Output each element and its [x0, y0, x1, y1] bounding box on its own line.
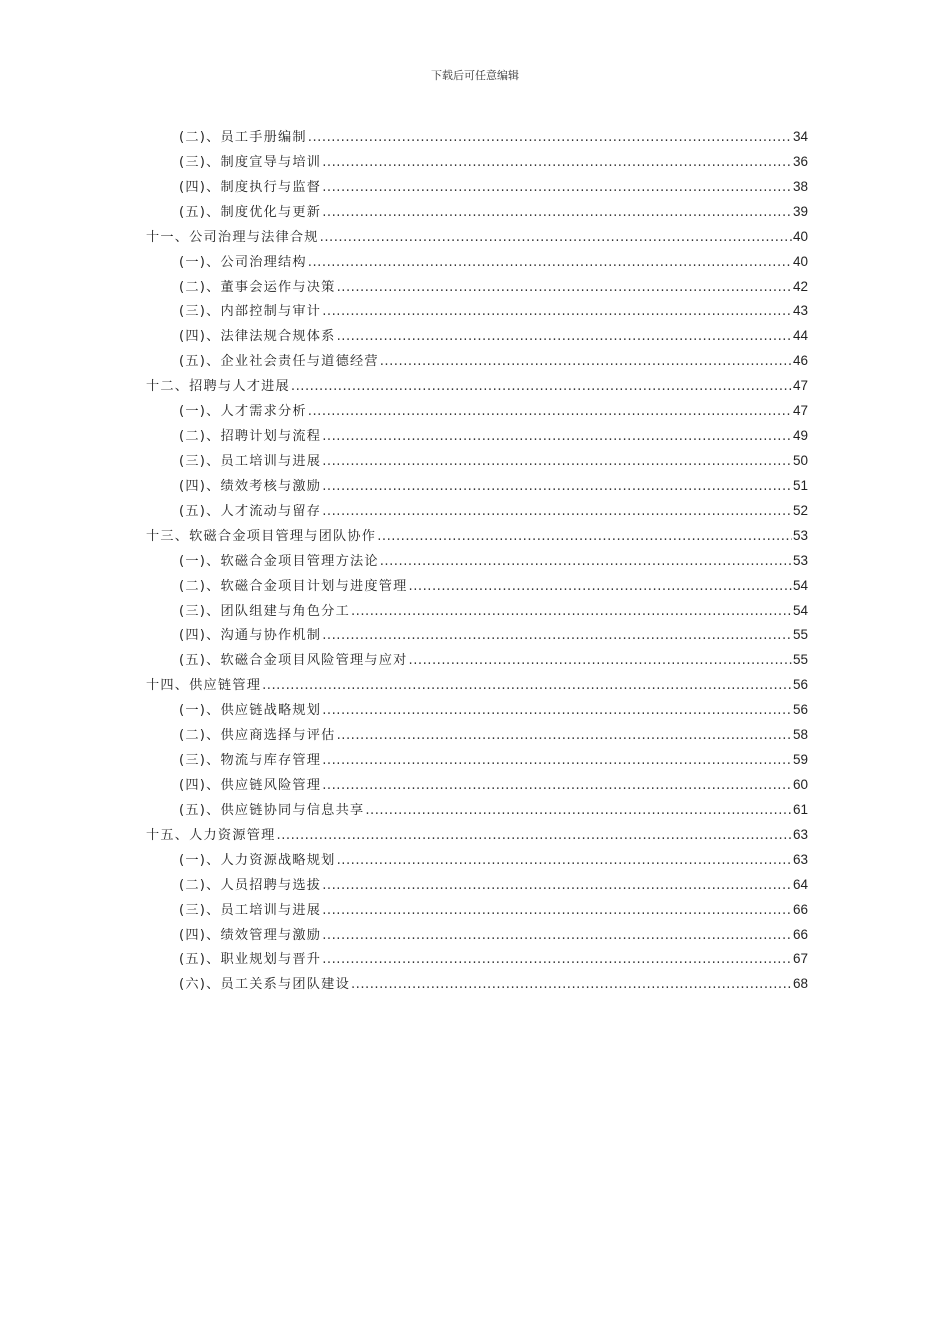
page-header: 下载后可任意编辑	[431, 69, 519, 82]
toc-dot-leader	[308, 126, 792, 151]
toc-page-number: 51	[792, 477, 808, 493]
toc-page-number: 53	[792, 527, 808, 543]
toc-section-entry[interactable]	[146, 972, 808, 997]
toc-page-number: 49	[792, 428, 808, 444]
toc-chapter-entry[interactable]	[146, 374, 808, 399]
toc-entry-label: 十二、招聘与人才进展	[146, 379, 290, 395]
toc-page-number: 67	[792, 951, 808, 967]
toc-dot-leader	[337, 325, 792, 350]
toc-section-entry[interactable]	[146, 424, 808, 449]
toc-page-number: 50	[792, 452, 808, 468]
toc-dot-leader	[322, 624, 792, 649]
toc-dot-leader	[380, 550, 792, 575]
toc-dot-leader	[377, 525, 792, 550]
toc-section-entry[interactable]	[146, 798, 808, 823]
toc-entry-label: (五)、职业规划与晋升	[179, 952, 322, 968]
toc-section-entry[interactable]	[146, 648, 808, 673]
toc-entry-label: (五)、软磁合金项目风险管理与应对	[179, 653, 408, 669]
toc-entry-label: (五)、制度优化与更新	[179, 204, 322, 220]
toc-page-number: 68	[792, 976, 808, 992]
toc-page-number: 63	[792, 826, 808, 842]
toc-section-entry[interactable]	[146, 623, 808, 648]
toc-dot-leader	[322, 774, 792, 799]
toc-section-entry[interactable]	[146, 299, 808, 324]
toc-dot-leader	[322, 450, 792, 475]
toc-chapter-entry[interactable]	[146, 524, 808, 549]
toc-section-entry[interactable]	[146, 549, 808, 574]
toc-entry-label: 十五、人力资源管理	[146, 827, 276, 843]
toc-page-number: 43	[792, 303, 808, 319]
toc-entry-label: (一)、软磁合金项目管理方法论	[179, 553, 379, 569]
toc-page-number: 56	[792, 702, 808, 718]
toc-entry-label: (二)、供应商选择与评估	[179, 728, 336, 744]
toc-dot-leader	[277, 824, 792, 849]
toc-section-entry[interactable]	[146, 175, 808, 200]
toc-dot-leader	[351, 600, 792, 625]
toc-dot-leader	[322, 300, 792, 325]
toc-page-number: 47	[792, 403, 808, 419]
toc-dot-leader	[322, 475, 792, 500]
toc-page-number: 55	[792, 652, 808, 668]
toc-page-number: 60	[792, 776, 808, 792]
toc-page-number: 52	[792, 502, 808, 518]
toc-entry-label: (四)、制度执行与监督	[179, 179, 322, 195]
toc-section-entry[interactable]	[146, 898, 808, 923]
toc-page-number: 59	[792, 752, 808, 768]
toc-page-number: 66	[792, 926, 808, 942]
toc-entry-label: 十一、公司治理与法律合规	[146, 229, 319, 245]
toc-chapter-entry[interactable]	[146, 673, 808, 698]
toc-entry-label: (四)、绩效考核与激励	[179, 478, 322, 494]
toc-dot-leader	[337, 849, 792, 874]
toc-page-number: 44	[792, 328, 808, 344]
toc-dot-leader	[337, 724, 792, 749]
toc-page-number: 53	[792, 552, 808, 568]
toc-dot-leader	[409, 575, 792, 600]
toc-entry-label: (四)、绩效管理与激励	[179, 927, 322, 943]
table-of-contents	[146, 125, 808, 997]
toc-page-number: 56	[792, 677, 808, 693]
toc-chapter-entry[interactable]	[146, 823, 808, 848]
toc-entry-label: (三)、物流与库存管理	[179, 753, 322, 769]
toc-page-number: 47	[792, 378, 808, 394]
toc-dot-leader	[322, 874, 792, 899]
toc-section-entry[interactable]	[146, 275, 808, 300]
toc-section-entry[interactable]	[146, 698, 808, 723]
toc-entry-label: (二)、招聘计划与流程	[179, 429, 322, 445]
toc-section-entry[interactable]	[146, 324, 808, 349]
toc-section-entry[interactable]	[146, 125, 808, 150]
toc-entry-label: 十四、供应链管理	[146, 678, 262, 694]
toc-dot-leader	[262, 674, 792, 699]
toc-dot-leader	[322, 749, 792, 774]
toc-dot-leader	[322, 201, 792, 226]
toc-section-entry[interactable]	[146, 873, 808, 898]
toc-entry-label: (四)、供应链风险管理	[179, 777, 322, 793]
toc-section-entry[interactable]	[146, 748, 808, 773]
toc-page-number: 40	[792, 228, 808, 244]
toc-section-entry[interactable]	[146, 200, 808, 225]
toc-entry-label: (一)、公司治理结构	[179, 254, 307, 270]
toc-section-entry[interactable]	[146, 723, 808, 748]
toc-entry-label: (五)、供应链协同与信息共享	[179, 802, 365, 818]
toc-dot-leader	[322, 699, 792, 724]
toc-dot-leader	[322, 151, 792, 176]
toc-dot-leader	[322, 924, 792, 949]
toc-entry-label: (三)、员工培训与进展	[179, 902, 322, 918]
toc-dot-leader	[322, 176, 792, 201]
toc-chapter-entry[interactable]	[146, 225, 808, 250]
toc-page-number: 46	[792, 353, 808, 369]
toc-dot-leader	[322, 500, 792, 525]
toc-section-entry[interactable]	[146, 399, 808, 424]
toc-dot-leader	[291, 375, 792, 400]
toc-dot-leader	[322, 425, 792, 450]
toc-page-number: 64	[792, 876, 808, 892]
toc-entry-label: (一)、人力资源战略规划	[179, 852, 336, 868]
toc-entry-label: (六)、员工关系与团队建设	[179, 977, 350, 993]
toc-page-number: 54	[792, 577, 808, 593]
toc-entry-label: (一)、人才需求分析	[179, 404, 307, 420]
toc-entry-label: (四)、法律法规合规体系	[179, 329, 336, 345]
toc-section-entry[interactable]	[146, 947, 808, 972]
toc-page-number: 40	[792, 253, 808, 269]
toc-page-number: 39	[792, 203, 808, 219]
toc-entry-label: (二)、软磁合金项目计划与进度管理	[179, 578, 408, 594]
toc-dot-leader	[351, 973, 792, 998]
toc-section-entry[interactable]	[146, 923, 808, 948]
toc-section-entry[interactable]	[146, 449, 808, 474]
toc-page-number: 54	[792, 602, 808, 618]
toc-page-number: 36	[792, 153, 808, 169]
toc-section-entry[interactable]	[146, 599, 808, 624]
toc-section-entry[interactable]	[146, 773, 808, 798]
toc-section-entry[interactable]	[146, 474, 808, 499]
toc-entry-label: (三)、团队组建与角色分工	[179, 603, 350, 619]
toc-entry-label: (五)、企业社会责任与道德经营	[179, 354, 379, 370]
toc-page-number: 58	[792, 727, 808, 743]
toc-entry-label: (三)、员工培训与进展	[179, 453, 322, 469]
toc-dot-leader	[409, 649, 792, 674]
toc-page-number: 61	[792, 801, 808, 817]
toc-page-number: 55	[792, 627, 808, 643]
toc-dot-leader	[308, 251, 792, 276]
toc-section-entry[interactable]	[146, 150, 808, 175]
toc-dot-leader	[322, 948, 792, 973]
toc-page-number: 66	[792, 901, 808, 917]
toc-dot-leader	[308, 400, 792, 425]
toc-page-number: 38	[792, 178, 808, 194]
toc-dot-leader	[320, 226, 792, 251]
toc-entry-label: (二)、员工手册编制	[179, 130, 307, 145]
toc-dot-leader	[380, 350, 792, 375]
toc-entry-label: (三)、制度宣导与培训	[179, 154, 322, 170]
toc-section-entry[interactable]	[146, 499, 808, 524]
toc-section-entry[interactable]	[146, 349, 808, 374]
toc-dot-leader	[337, 276, 792, 301]
toc-section-entry[interactable]	[146, 250, 808, 275]
toc-entry-label: 十三、软磁合金项目管理与团队协作	[146, 528, 377, 544]
toc-section-entry[interactable]	[146, 848, 808, 873]
toc-page-number: 42	[792, 278, 808, 294]
toc-entry-label: (二)、董事会运作与决策	[179, 279, 336, 295]
toc-entry-label: (四)、沟通与协作机制	[179, 628, 322, 644]
toc-page-number: 34	[792, 129, 808, 144]
toc-entry-label: (五)、人才流动与留存	[179, 503, 322, 519]
toc-section-entry[interactable]	[146, 574, 808, 599]
toc-entry-label: (三)、内部控制与审计	[179, 304, 322, 320]
toc-page-number: 63	[792, 851, 808, 867]
toc-dot-leader	[322, 899, 792, 924]
toc-entry-label: (二)、人员招聘与选拔	[179, 877, 322, 893]
toc-dot-leader	[365, 799, 792, 824]
toc-entry-label: (一)、供应链战略规划	[179, 703, 322, 719]
